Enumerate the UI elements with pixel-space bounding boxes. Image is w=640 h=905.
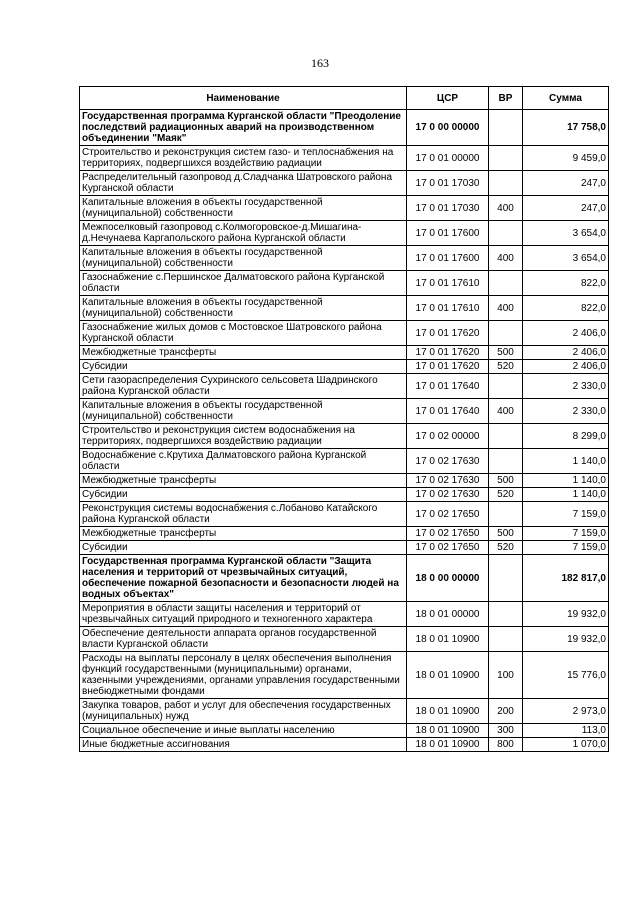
cell-csr: 17 0 01 17620 [407,360,489,374]
table-row [80,652,609,699]
cell-vr [489,502,523,527]
cell-sum: 1 070,0 [523,738,609,752]
cell-sum: 2 330,0 [523,399,609,424]
column-header-sum: Сумма [523,87,609,110]
cell-sum: 822,0 [523,296,609,321]
cell-vr: 520 [489,541,523,555]
cell-sum: 7 159,0 [523,541,609,555]
cell-vr [489,271,523,296]
cell-csr: 17 0 01 17640 [407,399,489,424]
cell-csr: 17 0 01 17610 [407,296,489,321]
table-row [80,346,609,360]
cell-vr [489,221,523,246]
cell-sum: 17 758,0 [523,110,609,146]
cell-name: Субсидии [80,360,407,374]
cell-name: Расходы на выплаты персоналу в целях обеспечения выполнения функций государственными (муниципальными) органами, казенными учреждениями, органами управления государственными внебюджетными фондами [80,652,407,699]
cell-sum: 247,0 [523,196,609,221]
cell-csr: 18 0 01 10900 [407,627,489,652]
column-header-name: Наименование [80,87,407,110]
table-row [80,321,609,346]
table-row [80,627,609,652]
cell-sum: 7 159,0 [523,502,609,527]
cell-name: Капитальные вложения в объекты государственной (муниципальной) собственности [80,399,407,424]
table-row [80,196,609,221]
cell-sum: 3 654,0 [523,221,609,246]
cell-name: Газоснабжение жилых домов с Мостовское Шатровского района Курганской области [80,321,407,346]
cell-vr [489,449,523,474]
table-row [80,146,609,171]
cell-name: Государственная программа Курганской области "Преодоление последствий радиационных аварий на производственном объединении "Маяк" [80,110,407,146]
cell-csr: 18 0 01 10900 [407,652,489,699]
table-row [80,488,609,502]
cell-csr: 18 0 01 10900 [407,738,489,752]
cell-sum: 19 932,0 [523,627,609,652]
cell-vr: 500 [489,527,523,541]
table-row [80,399,609,424]
cell-sum: 7 159,0 [523,527,609,541]
cell-vr: 800 [489,738,523,752]
cell-name: Иные бюджетные ассигнования [80,738,407,752]
table-row [80,699,609,724]
table-row [80,541,609,555]
table-row [80,110,609,146]
cell-name: Закупка товаров, работ и услуг для обеспечения государственных (муниципальных) нужд [80,699,407,724]
cell-csr: 18 0 01 10900 [407,724,489,738]
cell-vr: 520 [489,488,523,502]
cell-name: Субсидии [80,541,407,555]
cell-name: Капитальные вложения в объекты государственной (муниципальной) собственности [80,196,407,221]
table-row [80,724,609,738]
cell-vr: 300 [489,724,523,738]
cell-vr [489,110,523,146]
table-row [80,221,609,246]
table-row [80,246,609,271]
table-row [80,374,609,399]
cell-vr: 520 [489,360,523,374]
column-header-csr: ЦСР [407,87,489,110]
cell-vr: 500 [489,474,523,488]
cell-csr: 18 0 01 00000 [407,602,489,627]
cell-csr: 17 0 01 17620 [407,321,489,346]
cell-csr: 17 0 01 00000 [407,146,489,171]
cell-vr: 500 [489,346,523,360]
cell-name: Межбюджетные трансферты [80,346,407,360]
cell-csr: 17 0 00 00000 [407,110,489,146]
cell-sum: 1 140,0 [523,488,609,502]
cell-sum: 1 140,0 [523,449,609,474]
page-number: 163 [311,56,329,70]
table-body [80,110,609,752]
cell-csr: 17 0 02 17630 [407,449,489,474]
cell-csr: 17 0 01 17600 [407,221,489,246]
table-row [80,474,609,488]
cell-name: Строительство и реконструкция систем газо- и теплоснабжения на территориях, подвергшихся воздействию радиации [80,146,407,171]
table-row [80,602,609,627]
cell-name: Сети газораспределения Сухринского сельсовета Шадринского района Курганской области [80,374,407,399]
table-row [80,360,609,374]
cell-csr: 17 0 02 17650 [407,527,489,541]
cell-vr [489,171,523,196]
table-header-row [80,87,609,110]
cell-csr: 17 0 01 17030 [407,196,489,221]
cell-csr: 17 0 01 17600 [407,246,489,271]
table-row [80,555,609,602]
cell-name: Строительство и реконструкция систем водоснабжения на территориях, подвергшихся воздействию радиации [80,424,407,449]
cell-csr: 17 0 02 17630 [407,474,489,488]
cell-name: Социальное обеспечение и иные выплаты населению [80,724,407,738]
cell-csr: 17 0 02 17650 [407,502,489,527]
cell-sum: 2 330,0 [523,374,609,399]
cell-sum: 2 406,0 [523,346,609,360]
table-row [80,424,609,449]
table-row [80,449,609,474]
cell-csr: 17 0 02 00000 [407,424,489,449]
table-row [80,271,609,296]
cell-name: Капитальные вложения в объекты государственной (муниципальной) собственности [80,246,407,271]
cell-sum: 822,0 [523,271,609,296]
cell-sum: 2 406,0 [523,321,609,346]
cell-vr [489,146,523,171]
cell-vr: 100 [489,652,523,699]
table-row [80,296,609,321]
cell-sum: 8 299,0 [523,424,609,449]
cell-vr [489,627,523,652]
table-row [80,502,609,527]
cell-name: Капитальные вложения в объекты государственной (муниципальной) собственности [80,296,407,321]
cell-name: Мероприятия в области защиты населения и территорий от чрезвычайных ситуаций природного и техногенного характера [80,602,407,627]
cell-sum: 9 459,0 [523,146,609,171]
cell-vr [489,602,523,627]
cell-name: Реконструкция системы водоснабжения с.Лобаново Катайского района Курганской области [80,502,407,527]
cell-sum: 247,0 [523,171,609,196]
cell-name: Обеспечение деятельности аппарата органов государственной власти Курганской области [80,627,407,652]
cell-name: Водоснабжение с.Крутиха Далматовского района Курганской области [80,449,407,474]
table-row [80,738,609,752]
table-row [80,171,609,196]
cell-name: Межбюджетные трансферты [80,527,407,541]
cell-vr: 400 [489,196,523,221]
cell-sum: 15 776,0 [523,652,609,699]
cell-csr: 17 0 02 17630 [407,488,489,502]
cell-vr [489,374,523,399]
cell-sum: 19 932,0 [523,602,609,627]
cell-sum: 2 406,0 [523,360,609,374]
cell-name: Субсидии [80,488,407,502]
cell-name: Государственная программа Курганской области "Защита населения и территорий от чрезвычайных ситуаций, обеспечение пожарной безопасности и безопасности людей на водных объектах" [80,555,407,602]
cell-csr: 17 0 01 17640 [407,374,489,399]
cell-name: Межбюджетные трансферты [80,474,407,488]
cell-sum: 2 973,0 [523,699,609,724]
cell-name: Газоснабжение с.Першинское Далматовского района Курганской области [80,271,407,296]
column-header-vr: ВР [489,87,523,110]
cell-csr: 18 0 01 10900 [407,699,489,724]
cell-vr [489,555,523,602]
cell-name: Межпоселковый газопровод с.Колмогоровское-д.Мишагина-д.Нечунаева Каргапольского района Курганской области [80,221,407,246]
cell-csr: 17 0 02 17650 [407,541,489,555]
cell-name: Распределительный газопровод д.Сладчанка Шатровского района Курганской области [80,171,407,196]
cell-vr [489,321,523,346]
cell-sum: 182 817,0 [523,555,609,602]
cell-vr: 400 [489,296,523,321]
cell-csr: 17 0 01 17610 [407,271,489,296]
cell-csr: 17 0 01 17620 [407,346,489,360]
cell-csr: 18 0 00 00000 [407,555,489,602]
cell-sum: 113,0 [523,724,609,738]
budget-table [79,86,609,752]
cell-sum: 1 140,0 [523,474,609,488]
cell-sum: 3 654,0 [523,246,609,271]
table-row [80,527,609,541]
cell-vr: 200 [489,699,523,724]
cell-vr: 400 [489,399,523,424]
cell-vr [489,424,523,449]
cell-csr: 17 0 01 17030 [407,171,489,196]
cell-vr: 400 [489,246,523,271]
